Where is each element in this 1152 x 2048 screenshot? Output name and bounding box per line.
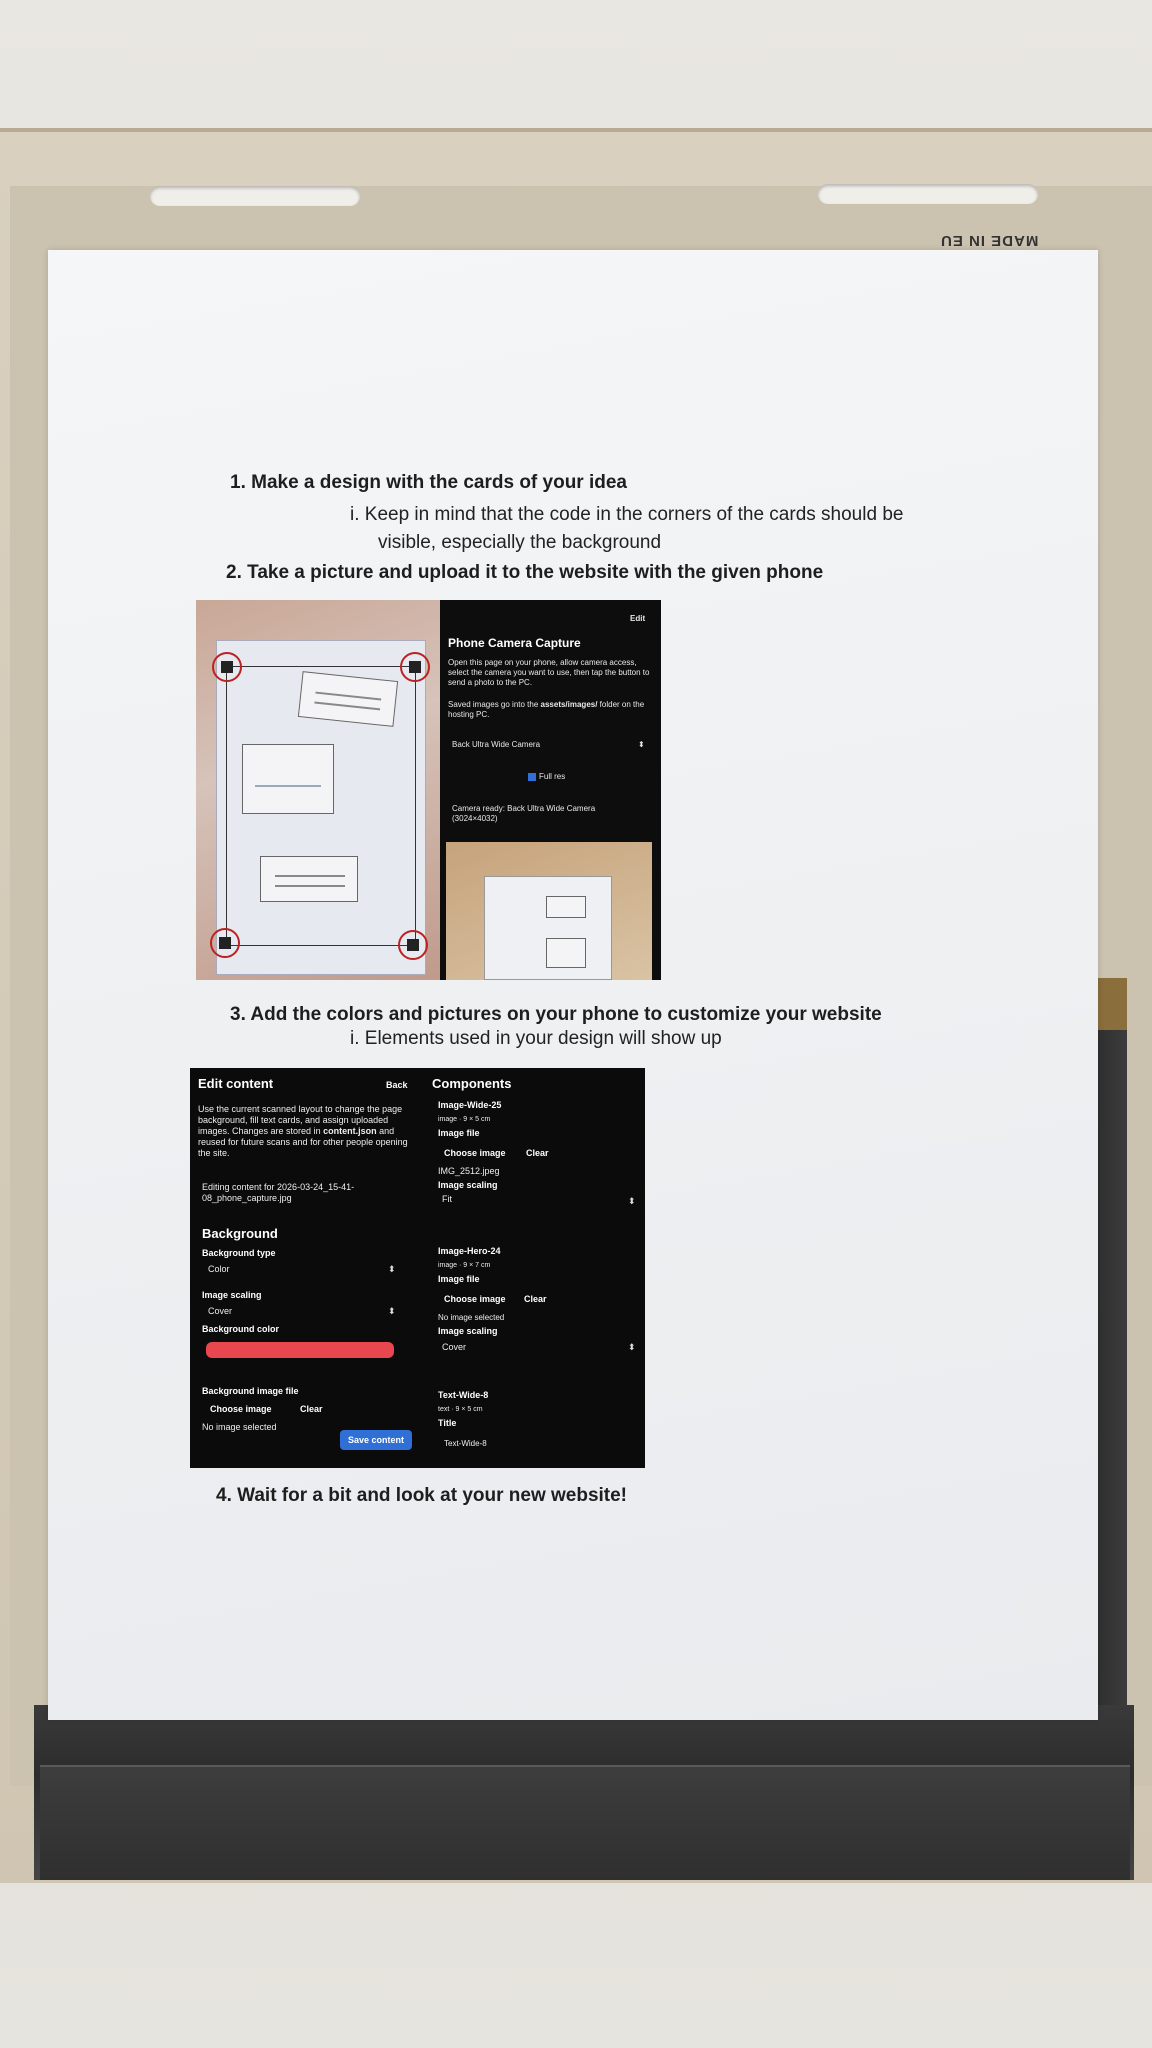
camera-select[interactable]: Back Ultra Wide Camera (452, 740, 541, 749)
bg-type-select[interactable]: Color (208, 1264, 230, 1274)
chevron-updown-icon: ⬍ (388, 1264, 396, 1274)
step-1-substep-line-2: visible, especially the background (378, 532, 662, 553)
component-name: Image-Hero-24 (438, 1246, 501, 1256)
step-2: 2. Take a picture and upload it to the website with the given phone (226, 562, 824, 583)
bg-color-picker[interactable] (206, 1342, 394, 1358)
background-heading: Background (202, 1226, 278, 1241)
clear-button[interactable]: Clear (526, 1148, 549, 1158)
corner-code (221, 661, 233, 673)
saved-note-path: assets/images/ (540, 700, 598, 709)
save-content-button[interactable]: Save content (340, 1430, 412, 1450)
design-card (242, 744, 334, 814)
title-label: Title (438, 1418, 457, 1428)
image-file-label: Image file (438, 1128, 480, 1138)
preview-card (546, 938, 586, 968)
instruction-sheet (48, 250, 1098, 1720)
corner-code (219, 937, 231, 949)
step-4: 4. Wait for a bit and look at your new website! (216, 1485, 628, 1506)
card-line (255, 785, 321, 787)
edit-link[interactable]: Edit (630, 614, 646, 623)
clear-button[interactable]: Clear (524, 1294, 547, 1304)
full-res-checkbox[interactable] (528, 772, 565, 782)
choose-image-button[interactable]: Choose image (210, 1404, 272, 1414)
image-scaling-label: Image scaling (438, 1180, 498, 1190)
phone-capture-title: Phone Camera Capture (448, 636, 581, 650)
chevron-updown-icon: ⬍ (628, 1196, 636, 1206)
component-name: Text-Wide-8 (438, 1390, 489, 1400)
checkbox-checked-icon (528, 773, 536, 781)
bg-type-label: Background type (202, 1248, 276, 1258)
choose-image-button[interactable]: Choose image (444, 1148, 506, 1158)
step-3: 3. Add the colors and pictures on your phone to customize your website (230, 1004, 882, 1025)
box-slot-right (818, 184, 1038, 204)
image-scaling-select[interactable]: Cover (442, 1342, 467, 1352)
phone-capture-desc: Open this page on your phone, allow camera access, select the camera you want to use, then tap the button to send a photo to the PC. (448, 658, 650, 687)
box-front-flap (40, 1765, 1130, 1880)
step-3-substep: i. Elements used in your design will show up (350, 1028, 722, 1049)
step-1: 1. Make a design with the cards of your idea (230, 472, 627, 493)
design-card (260, 856, 358, 902)
bg-image-label: Background image file (202, 1386, 299, 1396)
bg-image-value: No image selected (202, 1422, 277, 1432)
img-scaling-label: Image scaling (202, 1290, 262, 1300)
full-res-label: Full res (539, 772, 566, 781)
components-title: Components (432, 1076, 512, 1091)
desc-prefix: Use the current scanned layout to change the page background, fill text cards, and assign uploaded images. Changes are stored in (198, 1104, 403, 1136)
edit-content-title: Edit content (198, 1076, 274, 1091)
desc-file: content.json (323, 1126, 377, 1136)
component-meta: text · 9 × 5 cm (438, 1406, 483, 1413)
saved-note-suffix: folder on the hosting PC. (448, 700, 645, 719)
edit-content-panel (190, 1068, 645, 1468)
clear-button[interactable]: Clear (300, 1404, 323, 1414)
edit-content-screenshot (190, 1068, 645, 1468)
made-in-label: MADE IN EU (940, 232, 1039, 249)
step-1-substep-line-1: i. Keep in mind that the code in the corners of the cards should be (350, 504, 904, 525)
component-meta: image · 9 × 5 cm (438, 1116, 491, 1123)
image-scaling-select[interactable]: Fit (442, 1194, 452, 1204)
bg-color-label: Background color (202, 1324, 280, 1334)
card-line (315, 692, 381, 701)
edit-content-desc (198, 1104, 410, 1159)
back-button[interactable]: Back (386, 1080, 408, 1090)
image-file-label: Image file (438, 1274, 480, 1284)
preview-card (546, 896, 586, 918)
card-line (314, 702, 380, 711)
card-line (275, 885, 345, 887)
phone-capture-saved-note (448, 700, 653, 720)
component-meta: image · 9 × 7 cm (438, 1262, 491, 1269)
saved-note-prefix: Saved images go into the (448, 700, 541, 709)
choose-image-button[interactable]: Choose image (444, 1294, 506, 1304)
desc-suffix: and reused for future scans and for other people opening the site. (198, 1126, 408, 1158)
box-slot-left (150, 186, 360, 206)
capture-screenshot (196, 600, 661, 980)
design-card (298, 671, 398, 727)
image-scaling-label: Image scaling (438, 1326, 498, 1336)
camera-status: Camera ready: Back Ultra Wide Camera (3024×4032) (452, 804, 596, 823)
chevron-updown-icon: ⬍ (628, 1342, 636, 1352)
title-input[interactable]: Text-Wide-8 (444, 1439, 487, 1448)
phone-capture-panel (440, 600, 661, 980)
chevron-updown-icon: ⬍ (638, 740, 645, 749)
editing-for-label: Editing content for 2026-03-24_15-41-08_phone_capture.jpg (202, 1182, 355, 1203)
board-photo (196, 600, 440, 980)
corner-code (407, 939, 419, 951)
img-scaling-select[interactable]: Cover (208, 1306, 233, 1316)
corner-code (409, 661, 421, 673)
chevron-updown-icon: ⬍ (388, 1306, 396, 1316)
camera-preview (446, 842, 652, 980)
component-name: Image-Wide-25 (438, 1100, 502, 1110)
image-file-value: No image selected (438, 1313, 505, 1322)
card-line (275, 875, 345, 877)
image-file-value: IMG_2512.jpeg (438, 1166, 500, 1176)
